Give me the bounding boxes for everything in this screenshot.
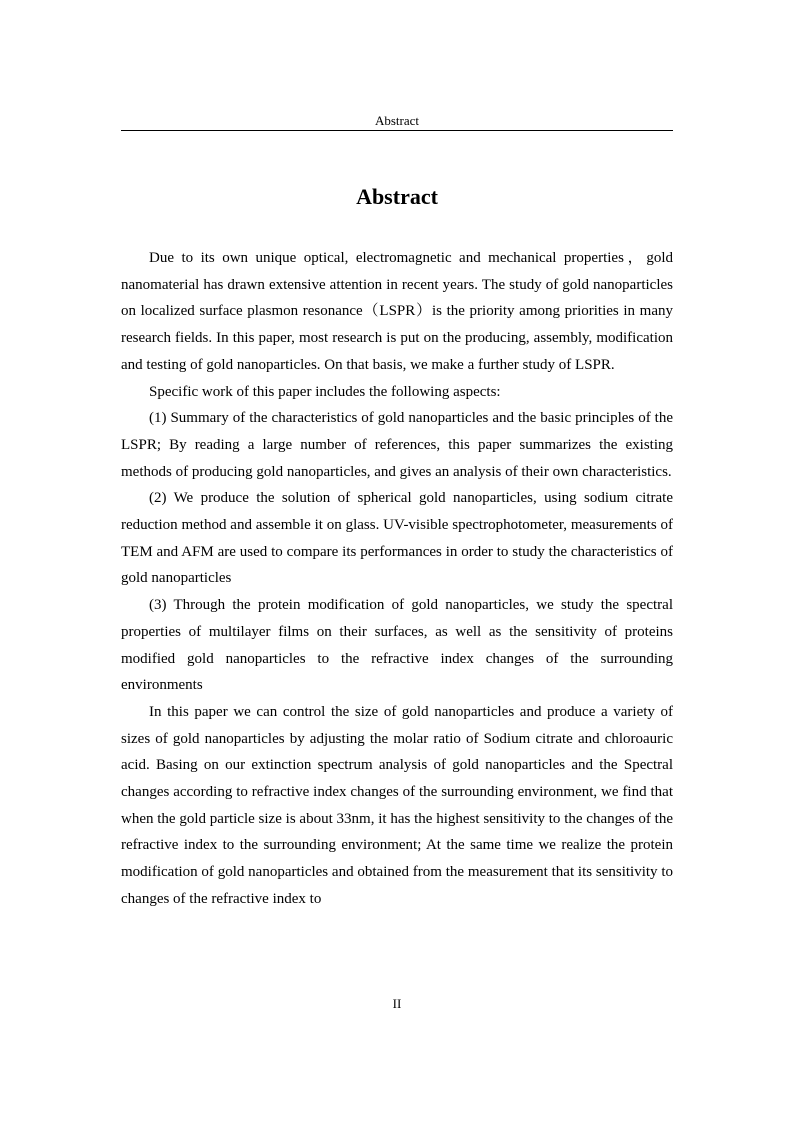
abstract-body: [121, 245, 673, 913]
header-rule: [121, 130, 673, 131]
page-number: II: [392, 996, 402, 1011]
page-title: Abstract: [356, 184, 438, 209]
running-header: Abstract: [374, 113, 420, 128]
abstract-paragraph-aspects-lead: Specific work of this paper includes the following aspects:: [149, 383, 501, 400]
abstract-paragraph-item-1: (1) Summary of the characteristics of gold nanoparticles and the basic principles of the LSPR; By reading a large number of references, this paper summarizes the existing methods of producing gold nanoparticles, and gives an analysis of their own characteristics.: [121, 410, 673, 480]
abstract-paragraph-intro: Due to its own unique optical, electromagnetic and mechanical properties，gold nanomaterial has drawn extensive attention in recent years. The study of gold nanoparticles on localized surface plasmon resonance（LSPR）is the priority among priorities in many research fields. In this paper, most research is put on the producing, assembly, modification and testing of gold nanoparticles. On that basis, we make a further study of LSPR.: [121, 250, 673, 373]
abstract-paragraph-results: In this paper we can control the size of gold nanoparticles and produce a variety of sizes of gold nanoparticles by adjusting the molar ratio of Sodium citrate and chloroauric acid. Basing on our extinction spectrum analysis of gold nanoparticles and the Spectral changes according to refractive index changes of the surrounding environment, we find that when the gold particle size is about 33nm, it has the highest sensitivity to the changes of the refractive index to the surrounding environment; At the same time we realize the protein modification of gold nanoparticles and obtained from the measurement that its sensitivity to changes of the refractive index to: [121, 703, 673, 907]
abstract-paragraph-item-2: (2) We produce the solution of spherical gold nanoparticles, using sodium citrate reduction method and assemble it on glass. UV-visible spectrophotometer, measurements of TEM and AFM are used to compare its performances in order to study the characteristics of gold nanoparticles: [121, 490, 673, 587]
abstract-paragraph-item-3: (3) Through the protein modification of gold nanoparticles, we study the spectral properties of multilayer films on their surfaces, as well as the sensitivity of proteins modified gold nanoparticles to the refractive index changes of the surrounding environments: [121, 597, 673, 694]
